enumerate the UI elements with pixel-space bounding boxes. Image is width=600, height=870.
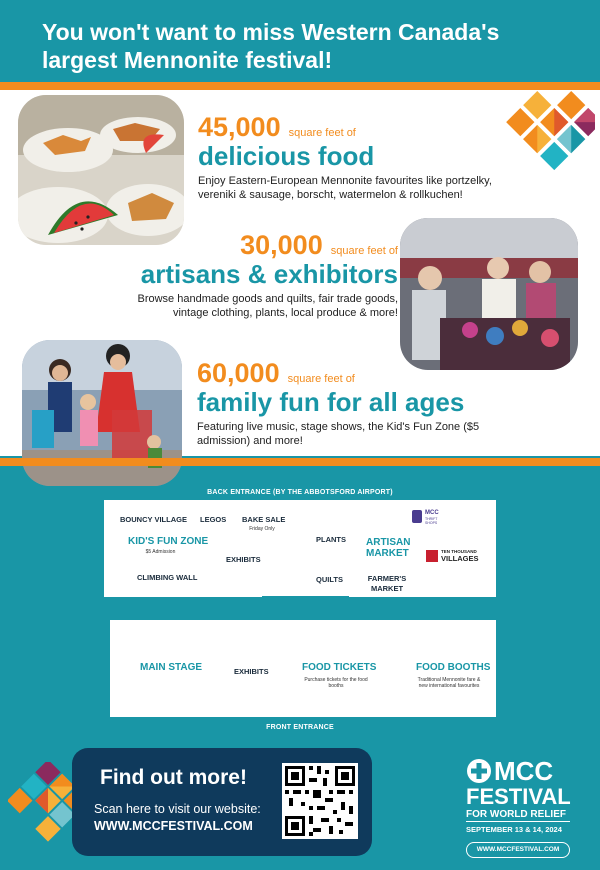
map-front-entrance-label: FRONT ENTRANCE bbox=[266, 724, 334, 731]
artisans-photo bbox=[400, 218, 578, 370]
map-exhibits-upper: EXHIBITS bbox=[226, 555, 261, 564]
map-climbing-wall: CLIMBING WALL bbox=[137, 573, 198, 582]
map-farmers-market-line1: FARMER'S bbox=[367, 574, 407, 583]
stat-food-heading: delicious food bbox=[198, 141, 375, 171]
thrift-logo-thrift: THRIFT bbox=[425, 517, 438, 521]
page-title: You won't want to miss Western Canada's largest Mennonite festival! bbox=[42, 19, 500, 73]
thrift-logo-shops: SHOPS bbox=[425, 521, 438, 525]
villages-mark-icon bbox=[426, 550, 438, 562]
map-artisan-market-line1: ARTISAN bbox=[366, 537, 411, 548]
stat-food bbox=[198, 112, 538, 202]
thrift-logo-mcc: MCC bbox=[425, 510, 439, 516]
map-farmers-market-line2: MARKET bbox=[370, 584, 404, 593]
map-bake-sale-note: Friday Only bbox=[249, 526, 275, 532]
map-food-booths-note: Traditional Mennonite fare & new international favourites bbox=[417, 677, 481, 689]
stat-family-heading: family fun for all ages bbox=[197, 387, 465, 417]
stat-food-description: Enjoy Eastern-European Mennonite favourites like portzelky, vereniki & sausage, borscht, watermelon & rollkuchen! bbox=[198, 175, 492, 201]
stat-artisans-heading: artisans & exhibitors bbox=[140, 259, 398, 289]
logo-mcc: MCC bbox=[494, 756, 554, 786]
stat-artisans-description: Browse handmade goods and quilts, fair trade goods, vintage clothing, plants, local produce & more! bbox=[137, 293, 398, 319]
ten-thousand-villages-logo bbox=[426, 549, 490, 563]
map-plants: PLANTS bbox=[316, 535, 346, 544]
food-photo bbox=[18, 95, 184, 245]
bottom-orange-rule bbox=[0, 458, 600, 466]
map-food-booths: FOOD BOOTHS bbox=[416, 662, 491, 673]
stat-family bbox=[197, 358, 537, 448]
mcc-thrift-shops-logo bbox=[410, 508, 450, 530]
stat-food-number: 45,000 bbox=[198, 112, 281, 142]
map-artisan-market-line2: MARKET bbox=[366, 548, 409, 559]
stat-family-number: 60,000 bbox=[197, 358, 280, 388]
map-main-stage: MAIN STAGE bbox=[140, 662, 203, 673]
stat-family-figure bbox=[197, 358, 537, 388]
map-kids-fun-zone: KID'S FUN ZONE bbox=[128, 536, 209, 547]
logo-divider bbox=[466, 821, 570, 822]
logo-for-world-relief: FOR WORLD RELIEF bbox=[466, 809, 566, 820]
map-bouncy-village: BOUNCY VILLAGE bbox=[120, 515, 187, 524]
stat-artisans-number: 30,000 bbox=[240, 230, 323, 260]
villages-logo-line2: VILLAGES bbox=[441, 554, 479, 563]
stat-artisans-figure bbox=[108, 230, 398, 260]
cta-subtitle: Scan here to visit our website: bbox=[94, 802, 261, 816]
map-food-tickets: FOOD TICKETS bbox=[302, 662, 377, 673]
logo-dates: SEPTEMBER 13 & 14, 2024 bbox=[466, 825, 562, 834]
qr-code[interactable] bbox=[282, 763, 358, 839]
villages-logo-line1: TEN THOUSAND bbox=[441, 549, 477, 554]
map-bake-sale: BAKE SALE bbox=[242, 515, 286, 524]
map-back-entrance-label: BACK ENTRANCE (BY THE ABBOTSFORD AIRPORT) bbox=[207, 489, 393, 496]
map-artisan-market bbox=[366, 537, 411, 559]
shopping-bag-icon bbox=[412, 510, 422, 523]
stat-family-description: Featuring live music, stage shows, the Kid's Fun Zone ($5 admission) and more! bbox=[197, 421, 480, 447]
map-exhibits-lower: EXHIBITS bbox=[234, 667, 269, 676]
stat-artisans-unit: square feet of bbox=[330, 245, 398, 257]
stat-food-unit: square feet of bbox=[288, 127, 356, 139]
cta-website-url[interactable]: WWW.MCCFESTIVAL.COM bbox=[94, 819, 253, 833]
stat-artisans bbox=[108, 230, 398, 320]
map-quilts: QUILTS bbox=[316, 575, 343, 584]
map-legos: LEGOS bbox=[200, 515, 227, 524]
mcc-cross-dove-icon bbox=[466, 758, 492, 784]
logo-website-url[interactable]: WWW.MCCFESTIVAL.COM bbox=[466, 842, 570, 858]
map-farmers-market bbox=[366, 574, 408, 594]
stat-food-figure bbox=[198, 112, 538, 142]
logo-festival: FESTIVAL bbox=[466, 784, 571, 809]
map-food-tickets-note: Purchase tickets for the food booths bbox=[304, 677, 368, 689]
stat-family-unit: square feet of bbox=[287, 373, 355, 385]
cta-title: Find out more! bbox=[100, 766, 247, 789]
map-kids-fun-zone-note: $5 Admission bbox=[145, 549, 176, 555]
